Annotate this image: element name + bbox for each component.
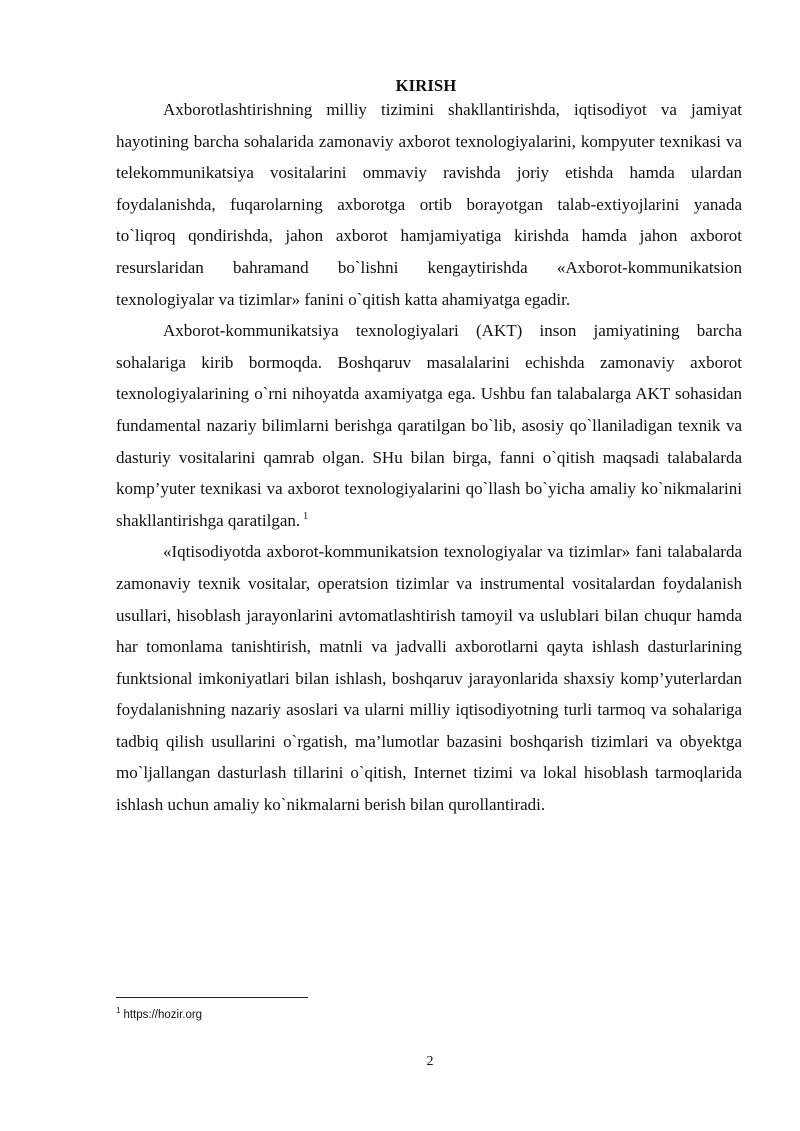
footnote-separator [116, 997, 308, 998]
body-text [116, 94, 742, 821]
footnote-marker: 1 [116, 1006, 121, 1015]
paragraph-1: Axborotlashtirishning milliy tizimini shakllantirishda, iqtisodiyot va jamiyat hayotining barcha sohalarida zamonaviy axborot texnologiyalarini, kompyuter texnikasi va telekommunikatsiya vositalarini ommaviy ravishda joriy etishda hamda ulardan foydalanishda, fuqarolarning axborotga ortib borayotgan talab-extiyojlarini yanada to`liqroq qondirishda, jahon axborot hamjamiyatiga kirishda hamda jahon axborot resurslaridan bahramand bo`lishni kengaytirishda «Axborot-kommunikatsion texnologiyalar va tizimlar» fanini o`qitish katta ahamiyatga egadir. [116, 100, 742, 309]
paragraph-2-text: Axborot-kommunikatsiya texnologiyalari (AKT) inson jamiyatining barcha sohalariga kirib bormoqda. Boshqaruv masalalarini echishda zamonaviy axborot texnologiyalarining o`rni nihoyatda axamiyatga ega. Ushbu fan talabalarga AKT sohasidan fundamental nazariy bilimlarni berishga qaratilgan bo`lib, asosiy qo`llaniladigan texnik va dasturiy vositalarini qamrab olgan. SHu bilan birga, fanni o`qitish maqsadi talabalarda komp’yuter texnikasi va axborot texnologiyalarini qo`llash bo`yicha amaliy ko`nikmalarini shakllantirishga qaratilgan. [116, 321, 742, 530]
footnote-link[interactable]: https://hozir.org [123, 1008, 203, 1021]
footnote [116, 1006, 202, 1021]
paragraph-3: «Iqtisodiyotda axborot-kommunikatsion texnologiyalar va tizimlar» fani talabalarda zamonaviy texnik vositalar, operatsion tizimlar va instrumental vositalardan foydalanish usullari, hisoblash jarayonlarini avtomatlashtirish tamoyil va uslublari bilan chuqur hamda har tomonlama tanishtirish, matnli va jadvalli axborotlarni qayta ishlash dasturlarining funktsional imkoniyatlari bilan ishlash, boshqaruv jarayonlarida shaxsiy komp’yuterlardan foydalanishning nazariy asoslari va ularni milliy iqtisodiyotning turli tarmoq va sohalariga tadbiq qilish usullarini o`rgatish, ma’lumotlar bazasini boshqarish tizimlari va obyektga mo`ljallangan dasturlash tillarini o`qitish, Internet tizimi va lokal hisoblash tarmoqlarida ishlash uchun amaliy ko`nikmalarni berish bilan qurollantiradi. [116, 542, 742, 815]
paragraph-2 [116, 315, 742, 536]
page-number: 2 [426, 1054, 434, 1069]
page-title: KIRISH [395, 76, 457, 95]
footnote-reference[interactable]: 1 [303, 511, 309, 523]
